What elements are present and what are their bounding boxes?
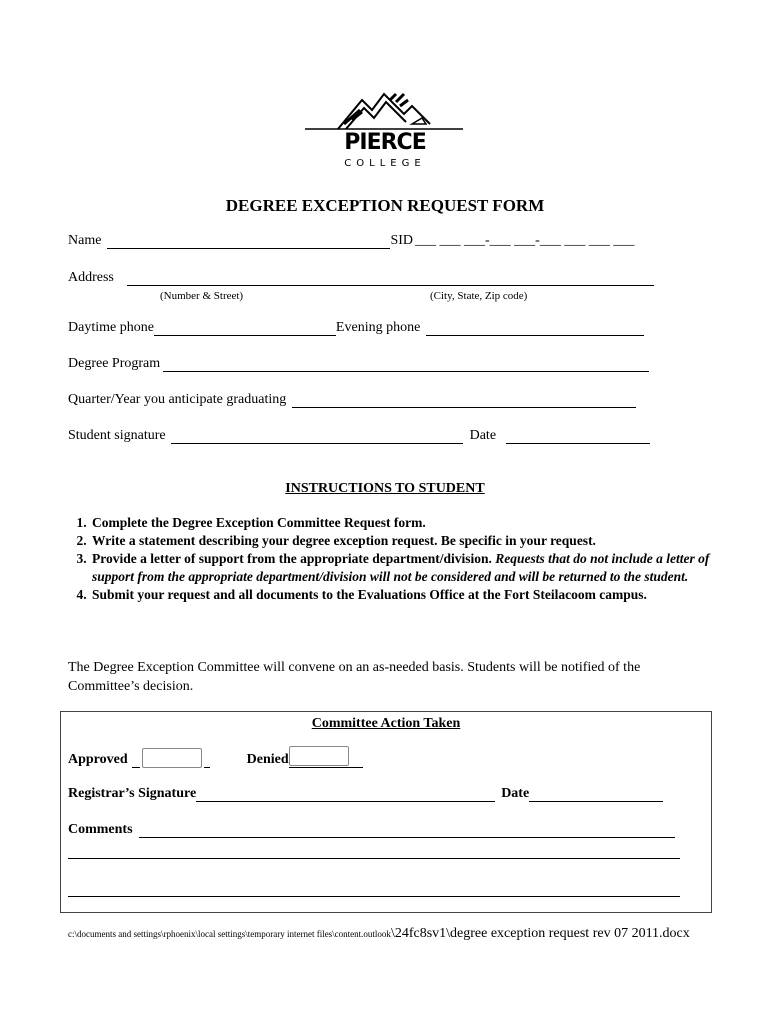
approved-underline [132, 753, 140, 768]
denied-field[interactable] [289, 750, 363, 768]
denied-underline [289, 753, 363, 768]
evening-phone-label: Evening phone [335, 320, 421, 335]
signature-row [68, 428, 650, 444]
quarter-year-field[interactable] [292, 393, 636, 408]
approved-checkbox[interactable] [142, 748, 202, 768]
registrar-signature-label: Registrar’s Signature [68, 786, 197, 801]
name-field[interactable] [107, 234, 390, 249]
daytime-phone-field[interactable] [154, 321, 336, 336]
form-title: DEGREE EXCEPTION REQUEST FORM [225, 196, 545, 215]
approved-label: Approved [68, 752, 128, 767]
sid-label: SID [390, 233, 413, 248]
evening-phone-field[interactable] [426, 321, 644, 336]
registrar-signature-field[interactable] [196, 787, 495, 802]
file-path-small: c:\documents and settings\rphoenix\local settings\temporary internet files\content.outlook [68, 929, 391, 939]
comments-label: Comments [68, 822, 133, 837]
student-signature-label: Student signature [68, 428, 166, 443]
quarter-year-label: Quarter/Year you anticipate graduating [68, 392, 287, 407]
quarter-year-row [68, 392, 636, 408]
registrar-row [68, 786, 663, 802]
name-row [68, 233, 634, 249]
address-city-hint: (City, State, Zip code) [430, 290, 528, 302]
logo-sub: COLLEGE [344, 158, 426, 169]
sid-field[interactable]: ___ ___ ___-___ ___-___ ___ ___ ___ [415, 233, 635, 248]
instructions-list [68, 514, 710, 604]
instructions-title: INSTRUCTIONS TO STUDENT [285, 481, 485, 496]
committee-notice: The Degree Exception Committee will convene on an as-needed basis. Students will be notified of the Committee’s decision. [68, 660, 641, 694]
address-street-hint: (Number & Street) [160, 290, 244, 302]
date-label: Date [469, 428, 497, 443]
instruction-step-1: 1. Complete the Degree Exception Committee Request form. [90, 514, 710, 532]
address-label: Address [68, 270, 114, 285]
name-label: Name [68, 233, 102, 248]
comments-row [68, 822, 675, 838]
pierce-college-logo [300, 88, 470, 178]
degree-program-label: Degree Program [68, 356, 161, 371]
daytime-phone-label: Daytime phone [68, 320, 154, 335]
approval-row [68, 748, 363, 768]
committee-title: Committee Action Taken [311, 716, 461, 731]
instruction-step-4: 4. Submit your request and all documents to the Evaluations Office at the Fort Steilacoom campus. [90, 586, 710, 604]
registrar-date-field[interactable] [529, 787, 663, 802]
registrar-date-label: Date [501, 786, 530, 801]
student-signature-field[interactable] [171, 429, 463, 444]
date-field[interactable] [506, 429, 650, 444]
address-row [68, 270, 654, 286]
file-path-large: \24fc8sv1\degree exception request rev 07 2011.docx [390, 926, 690, 941]
comments-field-line-2[interactable] [68, 858, 680, 859]
instruction-step-2: 2. Write a statement describing your degree exception request. Be specific in your request. [90, 532, 710, 550]
denied-label: Denied [246, 752, 289, 767]
logo-name: PIERCE [344, 130, 426, 155]
instruction-step-3 [90, 550, 710, 586]
address-field[interactable] [127, 271, 654, 286]
comments-field-line-3[interactable] [68, 896, 680, 897]
comments-field-line-1[interactable] [139, 823, 675, 838]
approved-underline-end [204, 753, 210, 768]
step-3-text: Provide a letter of support from the appropriate department/division. [92, 551, 492, 566]
degree-program-row [68, 356, 649, 372]
file-path-footer [68, 924, 708, 944]
committee-action-box [60, 711, 712, 913]
step-3-italic-text: Requests that do not include a letter of support from the appropriate department/division will not be considered and will be returned to the student. [92, 551, 710, 584]
degree-program-field[interactable] [163, 357, 649, 372]
phone-row [68, 320, 644, 336]
